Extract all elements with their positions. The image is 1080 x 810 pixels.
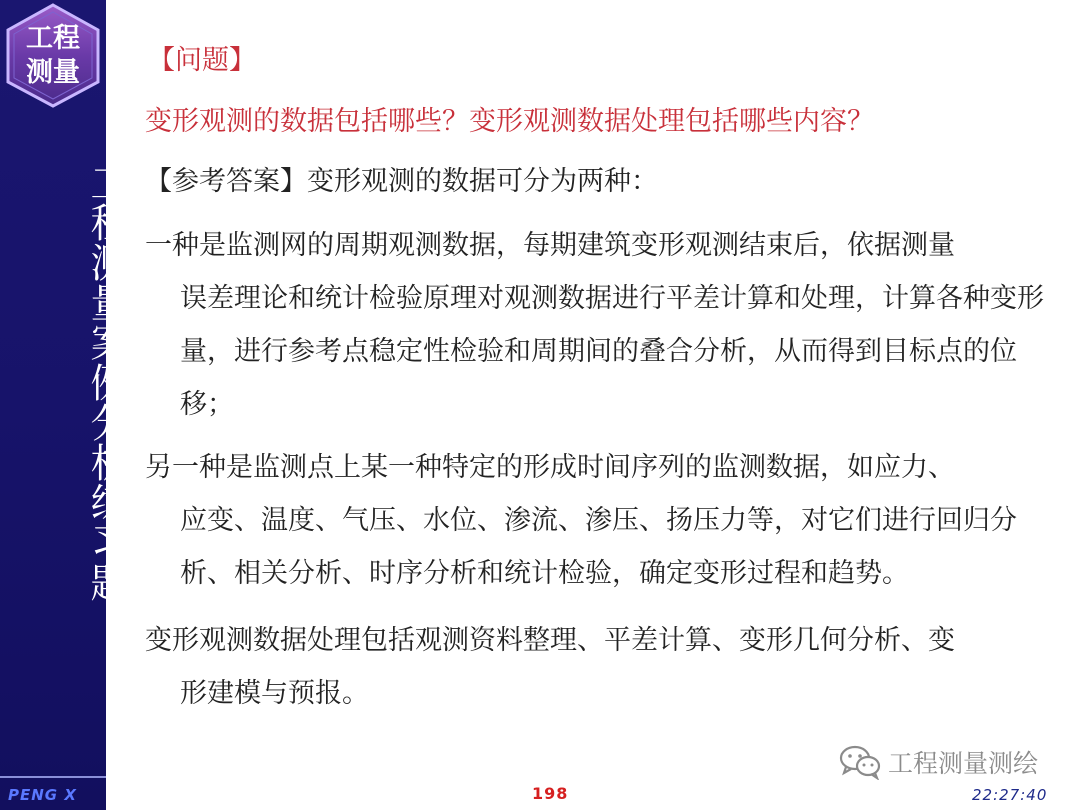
clock-time: 22:27:40 xyxy=(972,786,1048,804)
answer-intro xyxy=(145,155,1055,208)
paragraph-1-first-line: 一种是监测网的周期观测数据，每期建筑变形观测结束后，依据测量 xyxy=(145,230,955,261)
footer-divider xyxy=(0,776,106,778)
logo-line-1: 工程 xyxy=(26,23,80,54)
sidebar xyxy=(0,0,130,810)
question-text: 变形观测的数据包括哪些？变形观测数据处理包括哪些内容？ xyxy=(145,106,874,137)
paragraph-3-first-line: 变形观测数据处理包括观测资料整理、平差计算、变形几何分析、变 xyxy=(145,625,955,656)
paragraph-3-continuation: 形建模与预报。 xyxy=(180,678,369,709)
answer-intro-text: 【参考答案】变形观测的数据可分为两种： xyxy=(145,166,658,197)
author-label: PENG X xyxy=(8,786,77,804)
watermark xyxy=(838,740,1038,784)
paragraph-2-first-line: 另一种是监测点上某一种特定的形成时间序列的监测数据，如应力、 xyxy=(145,452,955,483)
logo-text xyxy=(4,22,102,90)
watermark-text: 工程测量测绘 xyxy=(888,749,1039,778)
wechat-icon xyxy=(838,744,882,780)
answer-paragraph-1 xyxy=(145,219,1055,431)
answer-paragraph-3 xyxy=(145,614,1055,720)
question-label: 【问题】 xyxy=(148,45,256,76)
course-logo xyxy=(4,2,102,108)
paragraph-2-continuation: 应变、温度、气压、水位、渗流、渗压、扬压力等，对它们进行回归分析、相关分析、时序分析和统计检验，确定变形过程和趋势。 xyxy=(180,505,1017,589)
answer-paragraph-2 xyxy=(145,441,1055,600)
logo-line-2: 测量 xyxy=(26,57,80,88)
page-number: 198 xyxy=(532,784,569,803)
vertical-title: 工程测量案例分析练习题 xyxy=(84,162,130,602)
paragraph-1-continuation: 误差理论和统计检验原理对观测数据进行平差计算和处理，计算各种变形量，进行参考点稳定性检验和周期间的叠合分析，从而得到目标点的位移； xyxy=(180,283,1044,420)
